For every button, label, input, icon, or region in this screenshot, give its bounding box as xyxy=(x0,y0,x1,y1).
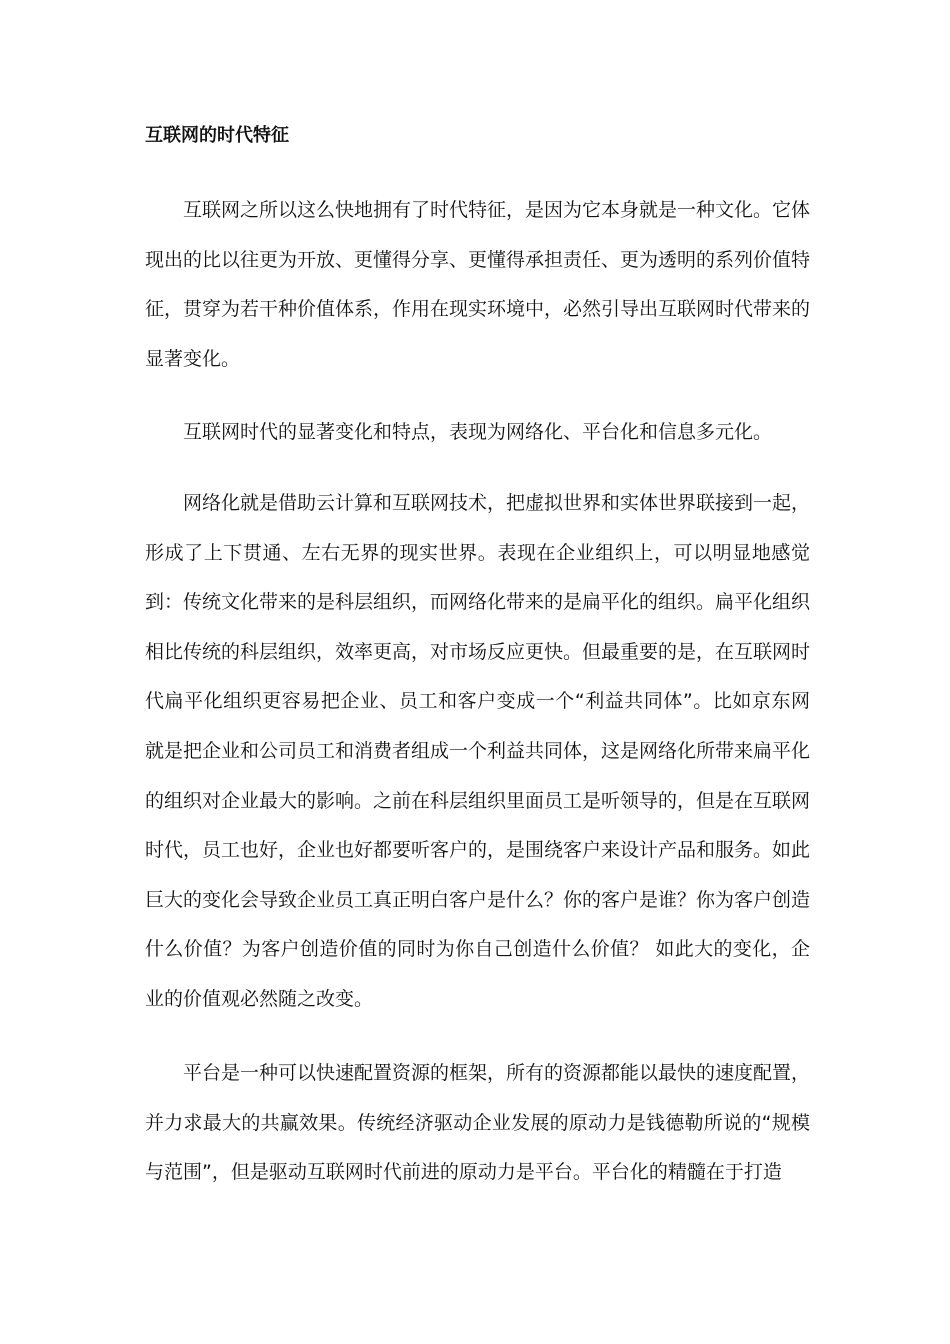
paragraph-key-changes: 互联网时代的显著变化和特点，表现为网络化、平台化和信息多元化。 xyxy=(183,421,773,443)
paragraph-cultural-features: 互联网之所以这么快地拥有了时代特征，是因为它本身就是一种文化。它体现出的比以往更为开放、更懂得分享、更懂得承担责任、更为透明的系列价值特征，贯穿为若干种价值体系，作用在现实环境中，必然引导出互联网时代带来的显著变化。 xyxy=(145,199,811,370)
paragraph-platform: 平台是一种可以快速配置资源的框架，所有的资源都能以最快的速度配置，并力求最大的共赢效果。传统经济驱动企业发展的原动力是钱德勒所说的“规模与范围”，但是驱动互联网时代前进的原动力是平台。平台化的精髓在于打造 xyxy=(145,1062,811,1184)
document-title: 互联网的时代特征 xyxy=(145,125,289,146)
paragraph-networking: 网络化就是借助云计算和互联网技术，把虚拟世界和实体世界联接到一起，形成了上下贯通、左右无界的现实世界。表现在企业组织上，可以明显地感觉到：传统文化带来的是科层组织，而网络化带来的是扁平化的组织。扁平化组织相比传统的科层组织，效率更高，对市场反应更快。但最重要的是，在互联网时代扁平化组织更容易把企业、员工和客户变成一个“利益共同体”。比如京东网就是把企业和公司员工和消费者组成一个利益共同体，这是网络化所带来扁平化的组织对企业最大的影响。之前在科层组织里面员工是听领导的，但是在互联网时代，员工也好，企业也好都要听客户的，是围绕客户来设计产品和服务。如此巨大的变化会导致企业员工真正明白客户是什么？你的客户是谁？你为客户创造什么价值？为客户创造价值的同时为你自己创造什么价值？ 如此大的变化，企业的价值观必然随之改变。 xyxy=(145,492,811,1010)
